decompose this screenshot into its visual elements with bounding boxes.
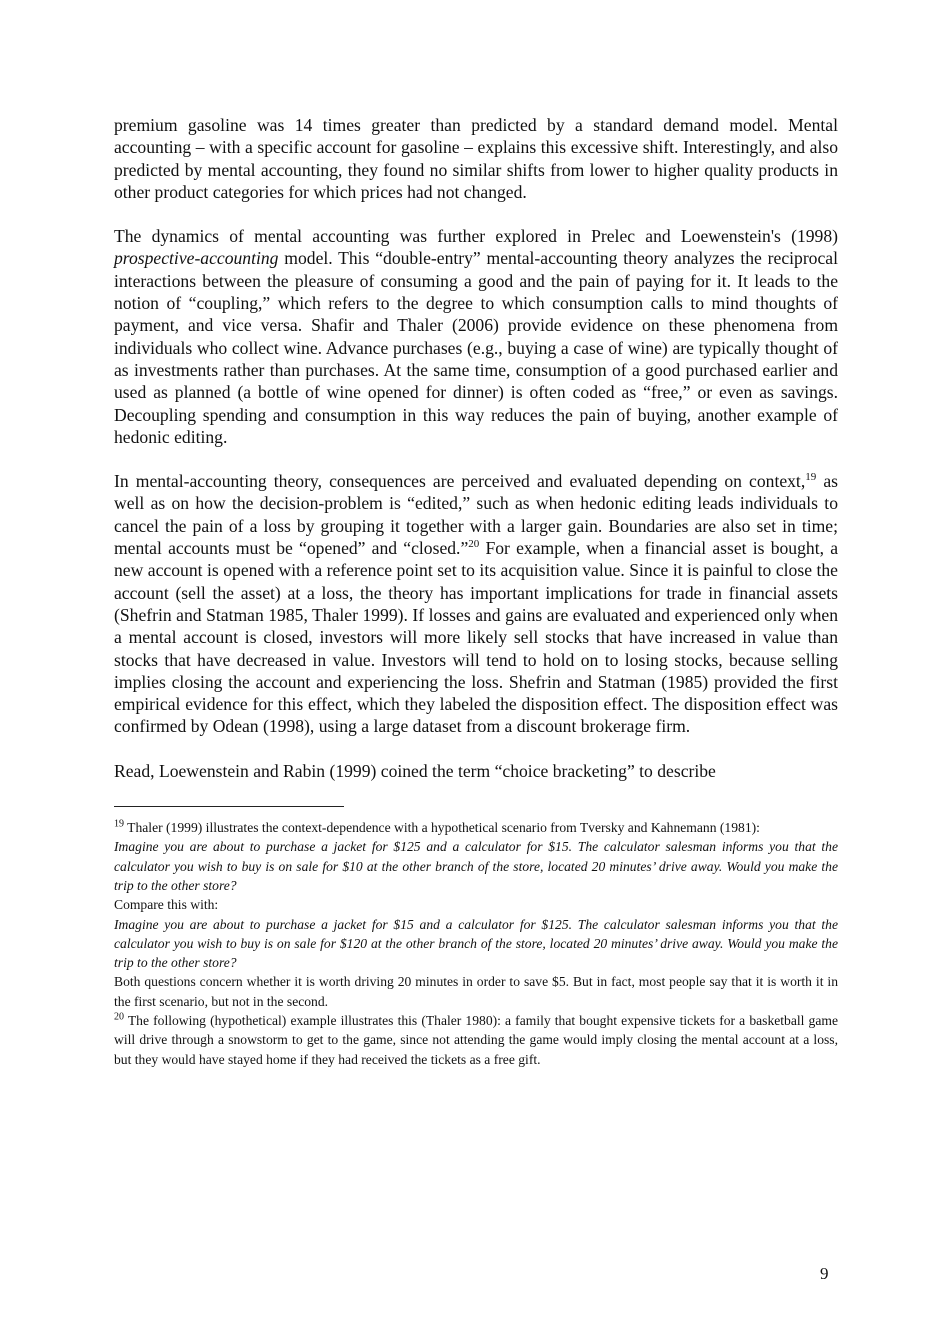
footnote-text: The following (hypothetical) example illustrates this (Thaler 1980): a family that bought expensive tickets for a basketball game will drive through a snowstorm to get to the game, since not attending the game would imply closing the mental account at a loss, but they would have stayed home if they had received the tickets as a free gift. (114, 1012, 838, 1067)
footnote-number: 19 (114, 818, 124, 830)
footnote-ref-20: 20 (468, 538, 480, 551)
footnote-number: 20 (114, 1011, 124, 1023)
paragraph-text: model. This “double-entry” mental-accounting theory analyzes the reciprocal interactions between the pleasure of consuming a good and the pain of paying for it. It leads to the notion of “coupling,” which refers to the degree to which consumption calls to mind thoughts of payment, and vice versa. Shafir and Thaler (2006) provide evidence on these phenomena from individuals who collect wine. Advance purchases (e.g., buying a case of wine) are typically thought of as investments rather than purchases. At the same time, consumption of a good purchased earlier and used as planned (a bottle of wine opened for dinner) is often coded as “free,” or even as savings. Decoupling spending and consumption in this way reduces the pain of buying, another example of hedonic editing. (114, 248, 838, 447)
paragraph-choice-bracketing: Read, Loewenstein and Rabin (1999) coined the term “choice bracketing” to describe (114, 760, 716, 781)
paragraph-gasoline: premium gasoline was 14 times greater than predicted by a standard demand model. Mental accounting – with a specific account for gasoline – explains this excessive shift. Interestingly, and also predicted by mental accounting, they found no similar shifts from lower to higher quality products in other product categories for which prices had not changed. (114, 115, 838, 202)
footnote-19-scenario-1: Imagine you are about to purchase a jacket for $125 and a calculator for $15. The calculator salesman informs you that the calculator you wish to buy is on sale for $10 at the other branch of the store, located 20 minutes’ drive away. Would you make the trip to the other store? (114, 839, 838, 893)
paragraph-mental-accounting-theory (114, 470, 838, 738)
footnote-divider (114, 806, 344, 807)
paragraph-text: For example, when a financial asset is bought, a new account is opened with a reference point set to its acquisition value. Since it is painful to close the account (sell the asset) at a loss, the theory has important implications for trade in financial assets (Shefrin and Statman 1985, Thaler 1999). If losses and gains are evaluated and experienced only when a mental account is closed, investors will more likely sell stocks that have increased in value than stocks that have decreased in value. Investors will tend to hold on to losing stocks, because selling implies closing the account and experiencing the loss. Shefrin and Statman (1985) provided the first empirical evidence for this effect, which they labeled the disposition effect. The disposition effect was confirmed by Odean (1998), using a large dataset from a discount brokerage firm. (114, 538, 838, 737)
paragraph-prospective-accounting (114, 225, 838, 448)
paragraph-text: as well as on how the decision-problem is “edited,” such as when hedonic editing leads individuals to cancel the pain of a loss by grouping it together with a larger gain. Boundaries are also set in time; mental accounts must be “opened” and “closed.” (114, 471, 838, 559)
footnote-19-scenario-2: Imagine you are about to purchase a jacket for $15 and a calculator for $125. The calculator salesman informs you that the calculator you wish to buy is on sale for $120 at the other branch of the store, located 20 minutes’ drive away. Would you make the trip to the other store? (114, 916, 838, 971)
footnote-20-text (114, 1011, 838, 1069)
italic-term: prospective-accounting (114, 248, 279, 269)
footnote-19-conclusion: Both questions concern whether it is worth driving 20 minutes in order to save $5. But in fact, most people say that it is worth it in the first scenario, but not in the second. (114, 974, 838, 1009)
footnote-19 (114, 818, 838, 1011)
footnote-text: Thaler (1999) illustrates the context-dependence with a hypothetical scenario from Tversky and Kahnemann (1981): (124, 820, 760, 836)
page-number: 9 (820, 1264, 829, 1283)
footnote-19-intro (114, 818, 838, 837)
paragraph-text: The dynamics of mental accounting was further explored in Prelec and Loewenstein's (1998) (114, 226, 838, 247)
footnote-20 (114, 1011, 838, 1069)
page-body (114, 114, 838, 1069)
footnote-ref-19: 19 (805, 471, 817, 484)
paragraph-text: In mental-accounting theory, consequences are perceived and evaluated depending on context, (114, 471, 806, 492)
footnote-19-compare: Compare this with: (114, 897, 219, 913)
